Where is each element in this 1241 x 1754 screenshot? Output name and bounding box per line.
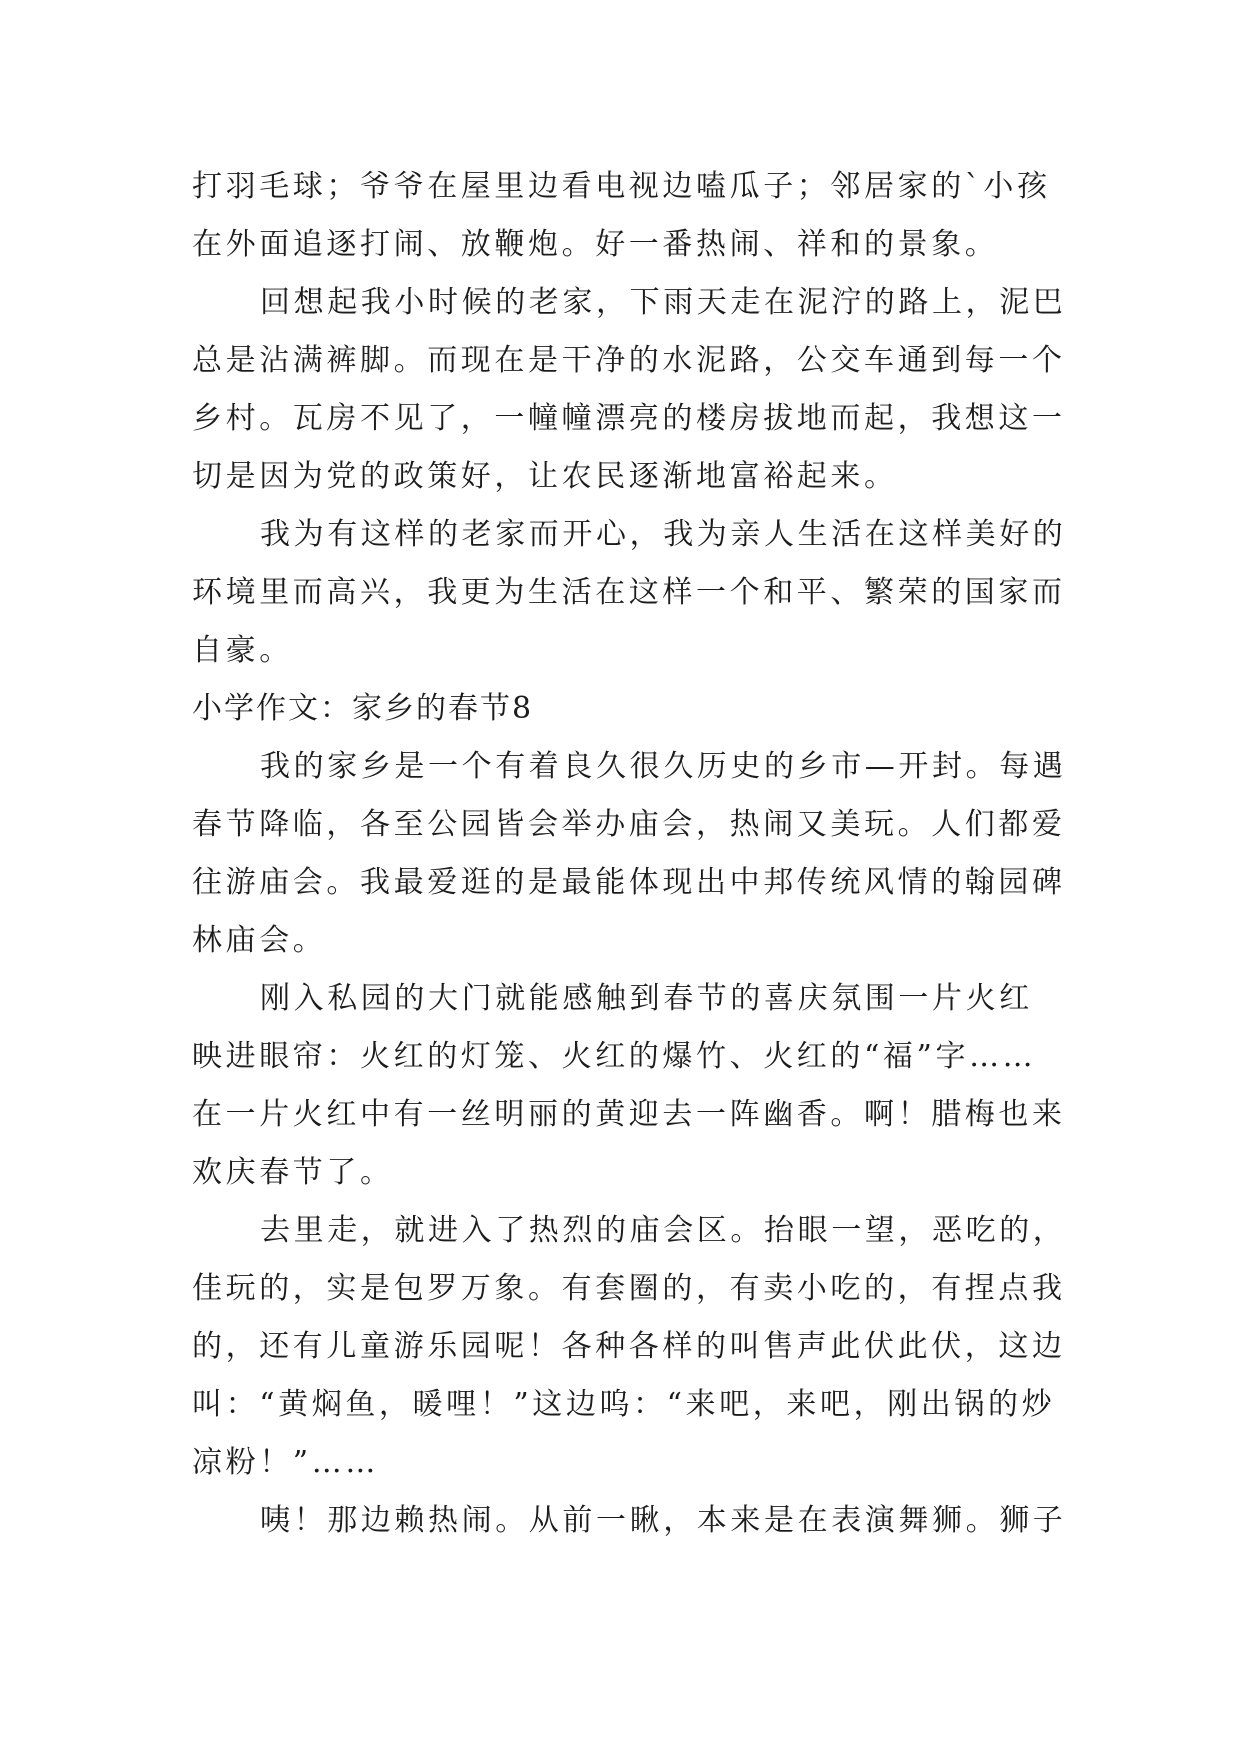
text-line: 咦！那边赖热闹。从前一瞅，本来是在表演舞狮。狮子	[260, 1503, 1067, 1538]
text-line: 在外面追逐打闹、放鞭炮。好一番热闹、祥和的景象。	[192, 227, 999, 262]
text-line: 乡村。瓦房不见了，一幢幢漂亮的楼房拔地而起，我想这一	[192, 401, 1066, 436]
text-line: 我为有这样的老家而开心，我为亲人生活在这样美好的	[260, 517, 1067, 552]
text-line: 切是因为党的政策好，让农民逐渐地富裕起来。	[192, 459, 898, 494]
text-line: 我的家乡是一个有着良久很久历史的乡市—开封。每遇	[260, 749, 1067, 784]
text-line: 自豪。	[192, 633, 293, 668]
text-line: 叫：“黄焖鱼，暖哩！”这边呜：“来吧，来吧，刚出锅的炒	[192, 1387, 1056, 1422]
paragraph	[192, 1202, 1067, 1492]
text-line: 去里走，就进入了热烈的庙会区。抬眼一望，恶吃的，	[260, 1213, 1067, 1248]
text-line: 环境里而高兴，我更为生活在这样一个和平、繁荣的国家而	[192, 575, 1066, 610]
paragraph	[192, 274, 1067, 506]
text-line: 在一片火红中有一丝明丽的黄迎去一阵幽香。啊！腊梅也来	[192, 1097, 1066, 1132]
text-line: 回想起我小时候的老家，下雨天走在泥泞的路上，泥巴	[260, 285, 1067, 320]
text-line: 林庙会。	[192, 923, 327, 958]
text-line: 映进眼帘：火红的灯笼、火红的爆竹、火红的“福”字……	[192, 1039, 1037, 1074]
text-line: 往游庙会。我最爱逛的是最能体现出中邦传统风情的翰园碑	[192, 865, 1066, 900]
paragraph	[192, 738, 1067, 970]
paragraph	[192, 158, 1062, 274]
text-line: 打羽毛球；爷爷在屋里边看电视边嗑瓜子；邻居家的`小孩	[192, 169, 1051, 204]
text-line: 佳玩的，实是包罗万象。有套圈的，有卖小吃的，有捏点我	[192, 1271, 1066, 1306]
text-line: 刚入私园的大门就能感触到春节的喜庆氛围一片火红	[260, 981, 1033, 1016]
text-line: 欢庆春节了。	[192, 1155, 394, 1190]
paragraph	[192, 970, 1066, 1202]
text-line: 总是沾满裤脚。而现在是干净的水泥路，公交车通到每一个	[192, 343, 1066, 378]
text-line: 的，还有儿童游乐园呢！各种各样的叫售声此伏此伏，这边	[192, 1329, 1066, 1364]
document-page	[192, 158, 1067, 1550]
paragraph	[192, 506, 1067, 680]
text-line: 凉粉！”……	[192, 1445, 379, 1480]
paragraph	[192, 1492, 1067, 1550]
section-heading: 小学作文：家乡的春节8	[192, 691, 534, 726]
text-line: 春节降临，各至公园皆会举办庙会，热闹又美玩。人们都爱	[192, 807, 1066, 842]
